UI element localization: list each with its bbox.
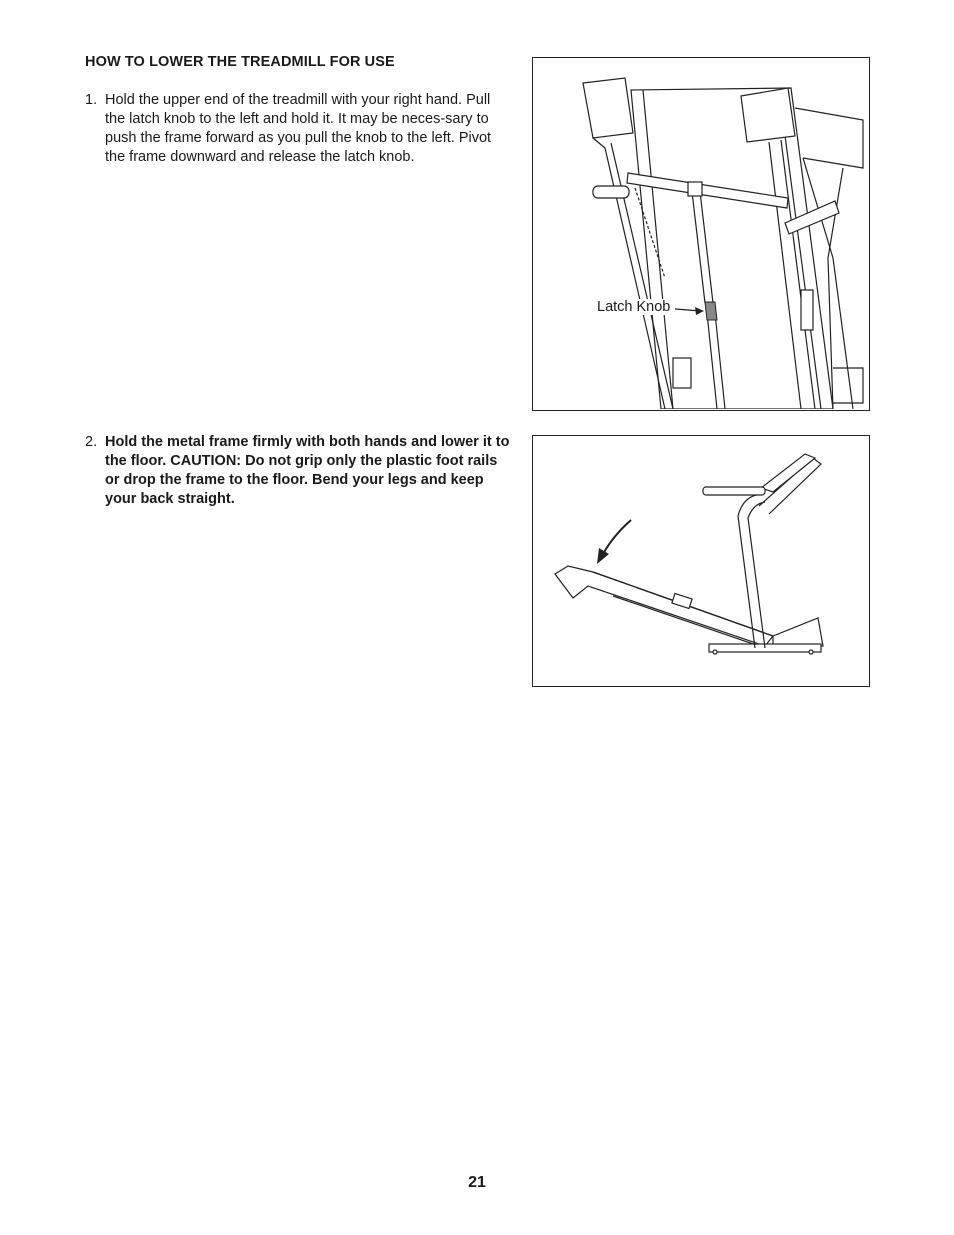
step-text: Hold the upper end of the treadmill with your right hand. Pull the latch knob to the left and hold it. It may be neces-sary to push the frame forward as you pull the knob to the left. Pivot the frame downward and release the latch knob. (105, 92, 492, 165)
figure-upright-treadmill (532, 57, 870, 411)
step-text: Hold the metal frame firmly with both hands and lower it to the floor. CAUTION: Do not grip only the plastic foot rails or drop the frame to the floor. Bend your legs and keep your back straight. (105, 434, 510, 507)
figure-lowering-treadmill (532, 435, 870, 687)
step-number: 2. (85, 434, 98, 450)
treadmill-lowering-illustration (533, 436, 868, 685)
section-heading: HOW TO LOWER THE TREADMILL FOR USE (85, 54, 395, 70)
latch-knob-callout: Latch Knob (597, 299, 671, 315)
page-number: 21 (468, 1174, 486, 1191)
step-1 (85, 91, 510, 167)
treadmill-upright-illustration (533, 58, 868, 409)
step-2 (85, 433, 510, 509)
step-number: 1. (85, 92, 98, 108)
